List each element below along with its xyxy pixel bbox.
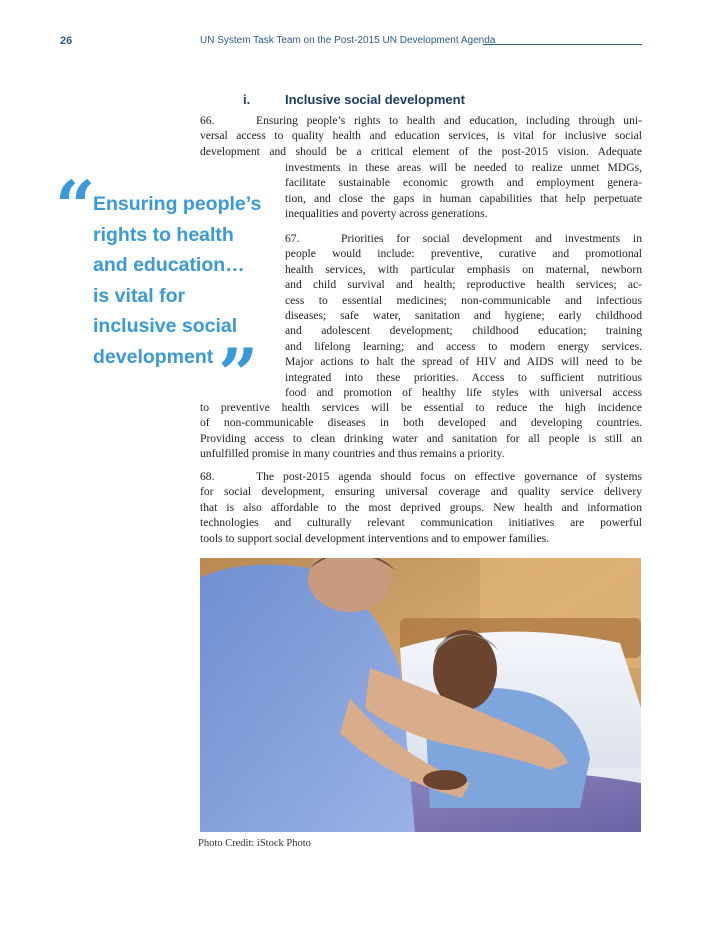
paragraph-67-full bbox=[200, 400, 642, 462]
text-line: and child survival and health; reproductive health services; ac- bbox=[285, 278, 642, 292]
text-line: Priorities for social development and investments in bbox=[341, 232, 642, 245]
photo-caption: Photo Credit: iStock Photo bbox=[198, 838, 311, 849]
text-line: tools to support social development interventions and to empower families. bbox=[200, 531, 550, 545]
paragraph-number: 67. bbox=[285, 232, 300, 245]
text-line: cess to essential medicines; non-communicable and infectious bbox=[285, 293, 642, 307]
photo-illustration bbox=[200, 558, 641, 832]
text-line: The post-2015 agenda should focus on effective governance of systems bbox=[256, 470, 642, 483]
text-line: people would include: preventive, curative and promotional bbox=[285, 247, 642, 261]
section-title: Inclusive social development bbox=[285, 92, 465, 107]
running-title: UN System Task Team on the Post-2015 UN Development Agenda bbox=[200, 35, 496, 46]
paragraph-67-narrow bbox=[285, 231, 642, 400]
text-line: health services, with particular emphasis on maternal, newborn bbox=[285, 262, 642, 276]
text-line: technologies and culturally relevant communication initiatives are powerful bbox=[200, 516, 642, 530]
text-line: tion, and close the gaps in human capabilities that help perpetuate bbox=[285, 191, 642, 205]
pull-quote-line: inclusive social bbox=[93, 315, 238, 338]
pull-quote-line: Ensuring people’s bbox=[93, 193, 262, 215]
text-line: unfulfilled promise in many countries and thus remains a priority. bbox=[200, 447, 505, 461]
text-line: of non-communicable diseases in both developed and developing countries. bbox=[200, 416, 642, 430]
text-line: Providing access to clean drinking water and sanitation for all people is still an bbox=[200, 431, 642, 445]
pull-quote-line: is vital for bbox=[93, 284, 186, 307]
open-quote-mark: “ bbox=[55, 165, 96, 248]
header-rule bbox=[483, 44, 642, 45]
text-line: to preventive health services will be essential to reduce the high incidence bbox=[200, 401, 642, 414]
text-line: Major actions to halt the spread of HIV and AIDS will need to be bbox=[285, 355, 642, 369]
section-number: i. bbox=[243, 92, 251, 107]
paragraph-66-narrow bbox=[285, 160, 642, 222]
text-line: and lifelong learning; and access to modern energy services. bbox=[285, 339, 642, 353]
text-line: inequalities and poverty across generations. bbox=[285, 207, 488, 221]
paragraph-66-full bbox=[200, 113, 642, 159]
page-number: 26 bbox=[60, 35, 73, 47]
text-line: integrated into these priorities. Access to sufficient nutritious bbox=[285, 370, 642, 384]
text-line: development and should be a critical element of the post-2015 vision. Adequate bbox=[200, 144, 642, 158]
text-line: facilitate sustainable economic growth and employment genera- bbox=[285, 176, 642, 190]
text-line: diseases; safe water, sanitation and hygiene; early childhood bbox=[285, 309, 642, 323]
page-header bbox=[0, 35, 728, 51]
close-quote-mark: ” bbox=[218, 333, 259, 416]
paragraph-68 bbox=[200, 469, 642, 546]
pull-quote-line: rights to health bbox=[93, 223, 234, 246]
text-line: Ensuring people’s rights to health and education, including through uni- bbox=[256, 114, 642, 127]
text-line: investments in these areas will be needed to realize unmet MDGs, bbox=[285, 161, 642, 174]
text-line: for social development, ensuring universal coverage and quality service delivery bbox=[200, 485, 642, 499]
paragraph-number: 66. bbox=[200, 114, 215, 127]
photo-nurse-patient bbox=[200, 558, 641, 832]
section-heading bbox=[243, 92, 465, 107]
pull-quote-line: development bbox=[93, 345, 214, 368]
pull-quote-line: and education… bbox=[93, 254, 245, 277]
text-line: food and promotion of healthy life styles with universal access bbox=[285, 386, 642, 400]
paragraph-number: 68. bbox=[200, 470, 215, 483]
text-line: versal access to quality health and education services, is vital for inclusive social bbox=[200, 129, 642, 143]
text-line: and adolescent development; childhood education; training bbox=[285, 324, 642, 338]
text-line: that is also affordable to the most deprived groups. New health and information bbox=[200, 500, 642, 514]
